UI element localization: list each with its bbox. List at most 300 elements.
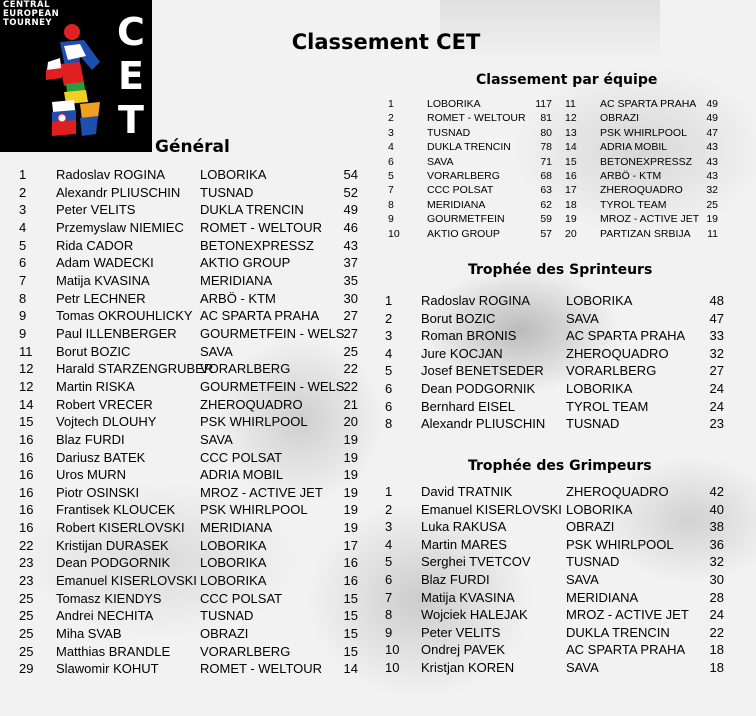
table-row bbox=[0, 219, 370, 237]
rank-cell: 10 bbox=[385, 642, 400, 658]
rider-name-cell: Robert KISERLOVSKI bbox=[56, 520, 185, 536]
table-row bbox=[380, 169, 720, 183]
points-cell: 15 bbox=[343, 590, 358, 606]
team-name-cell: PSK WHIRLPOOL bbox=[200, 414, 308, 430]
points-cell: 42 bbox=[709, 484, 724, 499]
team-name-cell: SAVA bbox=[566, 310, 599, 326]
rider-name-cell: Luka RAKUSA bbox=[421, 519, 507, 535]
logo-letter: E bbox=[118, 54, 144, 98]
table-row bbox=[0, 519, 370, 537]
rider-name-cell: Radoslav ROGINA bbox=[56, 167, 166, 182]
points-cell: 24 bbox=[709, 398, 724, 414]
team-name-cell: VORARLBERG bbox=[427, 169, 500, 182]
points-cell: 37 bbox=[343, 255, 358, 271]
rank-cell: 10 bbox=[385, 659, 400, 675]
rider-name-cell: Dean PODGORNIK bbox=[421, 380, 536, 396]
team-name-cell: ZHEROQUADRO bbox=[566, 484, 669, 499]
table-row bbox=[0, 554, 370, 572]
points-cell: 32 bbox=[709, 345, 724, 361]
points-cell: 19 bbox=[343, 520, 358, 536]
team-name-cell: TYROL TEAM bbox=[566, 398, 649, 414]
rank-cell: 29 bbox=[19, 661, 34, 677]
table-row bbox=[0, 237, 370, 255]
rank-cell: 9 bbox=[385, 624, 393, 640]
points-cell: 62 bbox=[540, 198, 552, 211]
table-row bbox=[380, 571, 730, 589]
table-row bbox=[380, 227, 720, 241]
team-name-cell: LOBORIKA bbox=[566, 293, 633, 308]
rank-cell: 8 bbox=[385, 607, 393, 623]
rank-cell: 12 bbox=[565, 112, 577, 125]
team-name-cell: PARTIZAN SRBIJA bbox=[600, 227, 691, 240]
points-cell: 19 bbox=[343, 467, 358, 483]
team-name-cell: BETONEXPRESSZ bbox=[200, 237, 314, 253]
team-name-cell: ZHEROQUADRO bbox=[600, 184, 683, 197]
rank-cell: 15 bbox=[565, 155, 577, 168]
points-cell: 49 bbox=[706, 112, 718, 125]
rider-name-cell: Borut BOZIC bbox=[56, 343, 131, 359]
rider-name-cell: Piotr OSINSKI bbox=[56, 484, 140, 500]
logo-line: TOURNEY bbox=[3, 18, 53, 28]
rider-name-cell: Dean PODGORNIK bbox=[56, 555, 171, 571]
team-name-cell: CCC POLSAT bbox=[200, 449, 283, 465]
points-cell: 78 bbox=[540, 141, 552, 154]
team-name-cell: ZHEROQUADRO bbox=[566, 345, 669, 361]
general-heading: Général bbox=[155, 137, 230, 157]
points-cell: 14 bbox=[343, 661, 358, 677]
team-name-cell: MROZ - ACTIVE JET bbox=[566, 607, 689, 623]
team-name-cell: DUKLA TRENCIN bbox=[566, 624, 670, 640]
team-name-cell: MROZ - ACTIVE JET bbox=[200, 484, 323, 500]
table-row bbox=[0, 607, 370, 625]
team-name-cell: MROZ - ACTIVE JET bbox=[600, 213, 700, 226]
points-cell: 11 bbox=[707, 227, 718, 240]
points-cell: 43 bbox=[706, 155, 718, 168]
rider-name-cell: Kristjan KOREN bbox=[421, 659, 515, 675]
table-row bbox=[0, 201, 370, 219]
team-name-cell: MERIDIANA bbox=[427, 198, 486, 211]
table-row bbox=[380, 398, 730, 416]
team-name-cell: PSK WHIRLPOOL bbox=[566, 536, 674, 552]
points-cell: 21 bbox=[343, 396, 358, 412]
team-name-cell: OBRAZI bbox=[600, 112, 640, 125]
points-cell: 27 bbox=[343, 325, 358, 341]
team-name-cell: AC SPARTA PRAHA bbox=[566, 642, 686, 658]
table-row bbox=[0, 166, 370, 184]
rider-name-cell: Kristijan DURASEK bbox=[56, 537, 169, 553]
rank-cell: 1 bbox=[385, 293, 393, 308]
rank-cell: 25 bbox=[19, 626, 34, 642]
rider-name-cell: Harald STARZENGRUBER bbox=[56, 361, 214, 377]
general-standings-table bbox=[0, 166, 370, 678]
team-name-cell: ADRIA MOBIL bbox=[600, 141, 668, 154]
table-row bbox=[380, 198, 720, 212]
points-cell: 27 bbox=[343, 308, 358, 324]
team-name-cell: SAVA bbox=[200, 431, 233, 447]
rank-cell: 1 bbox=[385, 484, 393, 499]
table-row bbox=[380, 606, 730, 624]
points-cell: 43 bbox=[706, 141, 718, 154]
team-name-cell: OBRAZI bbox=[200, 626, 249, 642]
team-name-cell: DUKLA TRENCIN bbox=[427, 141, 511, 154]
rank-cell: 1 bbox=[19, 167, 27, 182]
team-name-cell: SAVA bbox=[566, 659, 599, 675]
table-row bbox=[380, 310, 730, 328]
rank-cell: 3 bbox=[385, 328, 393, 344]
rank-cell: 6 bbox=[385, 571, 393, 587]
table-row bbox=[380, 641, 730, 659]
page-title: Classement CET bbox=[291, 30, 481, 54]
table-row bbox=[0, 413, 370, 431]
points-cell: 24 bbox=[709, 607, 724, 623]
rank-cell: 23 bbox=[19, 573, 34, 589]
points-cell: 117 bbox=[535, 98, 552, 110]
table-row bbox=[0, 290, 370, 308]
team-name-cell: TYROL TEAM bbox=[600, 198, 667, 211]
rank-cell: 7 bbox=[388, 184, 394, 197]
team-name-cell: LOBORIKA bbox=[566, 501, 633, 517]
rider-name-cell: Matija KVASINA bbox=[56, 272, 150, 288]
points-cell: 30 bbox=[343, 290, 358, 306]
table-row bbox=[380, 327, 730, 345]
cet-logo bbox=[0, 0, 152, 152]
team-name-cell: PSK WHIRLPOOL bbox=[600, 126, 687, 139]
rank-cell: 6 bbox=[385, 398, 393, 414]
points-cell: 16 bbox=[343, 573, 358, 589]
rank-cell: 3 bbox=[385, 519, 393, 535]
points-cell: 49 bbox=[343, 202, 358, 218]
rank-cell: 7 bbox=[385, 589, 393, 605]
rank-cell: 16 bbox=[19, 502, 34, 518]
team-name-cell: DUKLA TRENCIN bbox=[200, 202, 304, 218]
rank-cell: 9 bbox=[388, 213, 394, 226]
table-row bbox=[0, 307, 370, 325]
rider-name-cell: Petr LECHNER bbox=[56, 290, 146, 306]
rider-name-cell: Bernhard EISEL bbox=[421, 398, 515, 414]
rank-cell: 4 bbox=[385, 536, 393, 552]
rider-name-cell: Peter VELITS bbox=[56, 202, 136, 218]
logo-line: CENTRAL bbox=[3, 0, 50, 10]
rank-cell: 17 bbox=[565, 184, 577, 197]
rider-name-cell: Slawomir KOHUT bbox=[56, 661, 159, 677]
table-row bbox=[380, 380, 730, 398]
team-name-cell: LOBORIKA bbox=[200, 555, 267, 571]
table-row bbox=[0, 590, 370, 608]
rank-cell: 11 bbox=[565, 98, 576, 110]
sprint-heading: Trophée des Sprinteurs bbox=[468, 262, 653, 278]
climb-standings-table bbox=[380, 483, 730, 677]
team-name-cell: PSK WHIRLPOOL bbox=[200, 502, 308, 518]
table-row bbox=[0, 184, 370, 202]
rank-cell: 19 bbox=[565, 213, 577, 226]
points-cell: 17 bbox=[343, 537, 358, 553]
points-cell: 22 bbox=[343, 361, 358, 377]
team-name-cell: VORARLBERG bbox=[566, 363, 657, 379]
team-name-cell: GOURMETFEIN bbox=[427, 213, 505, 226]
rank-cell: 16 bbox=[19, 431, 34, 447]
points-cell: 40 bbox=[709, 501, 724, 517]
rider-name-cell: Matthias BRANDLE bbox=[56, 643, 171, 659]
team-name-cell: MERIDIANA bbox=[566, 589, 639, 605]
rider-name-cell: Emanuel KISERLOVSKI bbox=[56, 573, 197, 589]
team-name-cell: SAVA bbox=[200, 343, 233, 359]
rider-name-cell: David TRATNIK bbox=[421, 484, 513, 499]
rider-name-cell: Robert VRECER bbox=[56, 396, 153, 412]
team-name-cell: LOBORIKA bbox=[427, 98, 481, 110]
rank-cell: 15 bbox=[19, 414, 34, 430]
points-cell: 15 bbox=[343, 626, 358, 642]
rider-name-cell: Peter VELITS bbox=[421, 624, 501, 640]
team-standings-table bbox=[380, 97, 720, 241]
rank-cell: 22 bbox=[19, 537, 34, 553]
team-name-cell: GOURMETFEIN - WELS bbox=[200, 378, 345, 394]
team-name-cell: TUSNAD bbox=[200, 184, 254, 200]
rider-name-cell: Uros MURN bbox=[56, 467, 127, 483]
team-name-cell: MERIDIANA bbox=[200, 272, 273, 288]
rank-cell: 10 bbox=[388, 227, 400, 240]
logo-letter: C bbox=[117, 10, 145, 54]
team-name-cell: CCC POLSAT bbox=[200, 590, 283, 606]
points-cell: 43 bbox=[706, 169, 718, 182]
rank-cell: 23 bbox=[19, 555, 34, 571]
rank-cell: 2 bbox=[388, 112, 394, 125]
table-row bbox=[0, 625, 370, 643]
rider-name-cell: Alexandr PLIUSCHIN bbox=[56, 184, 181, 200]
rank-cell: 2 bbox=[385, 501, 393, 517]
table-row bbox=[0, 325, 370, 343]
team-name-cell: LOBORIKA bbox=[200, 573, 267, 589]
rank-cell: 5 bbox=[385, 554, 393, 570]
team-name-cell: VORARLBERG bbox=[200, 361, 291, 377]
team-name-cell: ARBÖ - KTM bbox=[200, 290, 276, 306]
points-cell: 48 bbox=[709, 293, 724, 308]
rider-name-cell: Tomasz KIENDYS bbox=[56, 590, 162, 606]
team-name-cell: AKTIO GROUP bbox=[427, 227, 500, 240]
table-row bbox=[380, 212, 720, 226]
table-row bbox=[0, 396, 370, 414]
rank-cell: 4 bbox=[385, 345, 393, 361]
rider-name-cell: Alexandr PLIUSCHIN bbox=[421, 416, 546, 432]
team-name-cell: AC SPARTA PRAHA bbox=[200, 308, 320, 324]
rider-name-cell: Martin RISKA bbox=[56, 378, 135, 394]
table-row bbox=[0, 572, 370, 590]
team-name-cell: GOURMETFEIN - WELS bbox=[200, 325, 345, 341]
points-cell: 81 bbox=[540, 112, 552, 125]
rank-cell: 9 bbox=[19, 308, 27, 324]
rider-name-cell: Jure KOCJAN bbox=[421, 345, 503, 361]
table-row bbox=[380, 140, 720, 154]
table-row bbox=[380, 97, 720, 111]
rank-cell: 8 bbox=[385, 416, 393, 432]
team-name-cell: SAVA bbox=[427, 155, 454, 168]
table-row bbox=[0, 449, 370, 467]
rank-cell: 5 bbox=[19, 237, 27, 253]
rider-name-cell: Miha SVAB bbox=[56, 626, 122, 642]
team-name-cell: TUSNAD bbox=[566, 554, 620, 570]
points-cell: 19 bbox=[343, 431, 358, 447]
table-row bbox=[0, 643, 370, 661]
rank-cell: 16 bbox=[565, 169, 577, 182]
rank-cell: 1 bbox=[388, 98, 394, 110]
team-name-cell: ROMET - WELTOUR bbox=[200, 661, 323, 677]
rider-name-cell: Dariusz BATEK bbox=[56, 449, 146, 465]
points-cell: 19 bbox=[343, 502, 358, 518]
points-cell: 49 bbox=[706, 98, 718, 110]
table-row bbox=[0, 360, 370, 378]
points-cell: 27 bbox=[709, 363, 724, 379]
team-name-cell: VORARLBERG bbox=[200, 643, 291, 659]
points-cell: 33 bbox=[709, 328, 724, 344]
logo-line: EUROPEAN bbox=[3, 9, 60, 19]
points-cell: 16 bbox=[343, 555, 358, 571]
rank-cell: 5 bbox=[388, 169, 394, 182]
table-row bbox=[380, 111, 720, 125]
points-cell: 32 bbox=[709, 554, 724, 570]
table-row bbox=[0, 466, 370, 484]
rider-name-cell: Rida CADOR bbox=[56, 237, 134, 253]
rider-name-cell: Blaz FURDI bbox=[421, 571, 490, 587]
points-cell: 71 bbox=[540, 155, 552, 168]
team-name-cell: ROMET - WELTOUR bbox=[200, 219, 323, 235]
points-cell: 46 bbox=[343, 219, 358, 235]
rank-cell: 6 bbox=[388, 155, 394, 168]
team-name-cell: OBRAZI bbox=[566, 519, 615, 535]
team-name-cell: LOBORIKA bbox=[566, 380, 633, 396]
table-row bbox=[0, 484, 370, 502]
rank-cell: 18 bbox=[565, 198, 577, 211]
points-cell: 38 bbox=[709, 519, 724, 535]
team-name-cell: MERIDIANA bbox=[200, 520, 273, 536]
points-cell: 18 bbox=[709, 659, 724, 675]
team-name-cell: ARBÖ - KTM bbox=[600, 169, 662, 182]
rank-cell: 4 bbox=[19, 219, 27, 235]
rider-name-cell: Adam WADECKI bbox=[56, 255, 154, 271]
points-cell: 28 bbox=[709, 589, 724, 605]
points-cell: 63 bbox=[540, 184, 552, 197]
points-cell: 22 bbox=[709, 624, 724, 640]
rider-name-cell: Frantisek KLOUCEK bbox=[56, 502, 176, 518]
table-row bbox=[380, 501, 730, 519]
rider-name-cell: Borut BOZIC bbox=[421, 310, 496, 326]
rank-cell: 8 bbox=[388, 198, 394, 211]
points-cell: 47 bbox=[709, 310, 724, 326]
team-heading: Classement par équipe bbox=[476, 72, 658, 88]
climb-heading: Trophée des Grimpeurs bbox=[468, 458, 652, 474]
rank-cell: 20 bbox=[565, 227, 577, 240]
points-cell: 19 bbox=[343, 484, 358, 500]
team-name-cell: TUSNAD bbox=[427, 126, 471, 139]
rider-name-cell: Blaz FURDI bbox=[56, 431, 125, 447]
rank-cell: 8 bbox=[19, 290, 27, 306]
team-name-cell: LOBORIKA bbox=[200, 167, 267, 182]
points-cell: 35 bbox=[343, 272, 358, 288]
points-cell: 80 bbox=[540, 126, 552, 139]
table-row bbox=[0, 501, 370, 519]
points-cell: 57 bbox=[540, 227, 552, 240]
points-cell: 59 bbox=[540, 213, 552, 226]
table-row bbox=[380, 518, 730, 536]
rank-cell: 4 bbox=[388, 141, 394, 154]
team-name-cell: ROMET - WELTOUR bbox=[427, 112, 526, 125]
points-cell: 36 bbox=[709, 536, 724, 552]
rank-cell: 2 bbox=[385, 310, 393, 326]
rider-name-cell: Roman BRONIS bbox=[421, 328, 517, 344]
team-name-cell: BETONEXPRESSZ bbox=[600, 155, 692, 168]
points-cell: 25 bbox=[706, 198, 718, 211]
team-name-cell: TUSNAD bbox=[200, 608, 254, 624]
points-cell: 68 bbox=[540, 169, 552, 182]
table-row bbox=[380, 345, 730, 363]
table-row bbox=[380, 292, 730, 310]
points-cell: 30 bbox=[709, 571, 724, 587]
rank-cell: 3 bbox=[388, 126, 394, 139]
table-row bbox=[380, 126, 720, 140]
table-row bbox=[380, 624, 730, 642]
rank-cell: 16 bbox=[19, 449, 34, 465]
rank-cell: 11 bbox=[19, 343, 33, 359]
points-cell: 15 bbox=[343, 643, 358, 659]
table-row bbox=[380, 659, 730, 677]
points-cell: 18 bbox=[709, 642, 724, 658]
table-row bbox=[0, 272, 370, 290]
rider-name-cell: Matija KVASINA bbox=[421, 589, 515, 605]
points-cell: 25 bbox=[343, 343, 358, 359]
rank-cell: 6 bbox=[19, 255, 27, 271]
table-row bbox=[0, 660, 370, 678]
table-row bbox=[0, 378, 370, 396]
team-name-cell: AC SPARTA PRAHA bbox=[566, 328, 686, 344]
rider-name-cell: Andrei NECHITA bbox=[56, 608, 154, 624]
table-row bbox=[0, 431, 370, 449]
logo-letter: T bbox=[118, 98, 144, 142]
points-cell: 24 bbox=[709, 380, 724, 396]
rank-cell: 25 bbox=[19, 643, 34, 659]
team-name-cell: LOBORIKA bbox=[200, 537, 267, 553]
points-cell: 52 bbox=[343, 184, 358, 200]
rank-cell: 13 bbox=[565, 126, 577, 139]
rank-cell: 14 bbox=[565, 141, 577, 154]
points-cell: 47 bbox=[706, 126, 718, 139]
table-row bbox=[380, 415, 730, 433]
table-row bbox=[380, 362, 730, 380]
table-row bbox=[0, 254, 370, 272]
rank-cell: 2 bbox=[19, 184, 27, 200]
rank-cell: 9 bbox=[19, 325, 27, 341]
points-cell: 15 bbox=[343, 608, 358, 624]
table-row bbox=[0, 537, 370, 555]
rank-cell: 3 bbox=[19, 202, 27, 218]
team-name-cell: SAVA bbox=[566, 571, 599, 587]
points-cell: 54 bbox=[343, 167, 358, 182]
rider-name-cell: Martin MARES bbox=[421, 536, 507, 552]
rider-name-cell: Radoslav ROGINA bbox=[421, 293, 531, 308]
points-cell: 32 bbox=[706, 184, 718, 197]
rank-cell: 6 bbox=[385, 380, 393, 396]
table-row bbox=[380, 536, 730, 554]
rank-cell: 16 bbox=[19, 484, 34, 500]
team-name-cell: TUSNAD bbox=[566, 416, 620, 432]
table-row bbox=[380, 483, 730, 501]
rider-name-cell: Josef BENETSEDER bbox=[421, 363, 544, 379]
rider-name-cell: Emanuel KISERLOVSKI bbox=[421, 501, 562, 517]
rank-cell: 7 bbox=[19, 272, 27, 288]
rank-cell: 16 bbox=[19, 467, 34, 483]
rank-cell: 5 bbox=[385, 363, 393, 379]
rank-cell: 25 bbox=[19, 590, 34, 606]
team-name-cell: ADRIA MOBIL bbox=[200, 467, 284, 483]
rider-name-cell: Ondrej PAVEK bbox=[421, 642, 506, 658]
rider-name-cell: Serghei TVETCOV bbox=[421, 554, 531, 570]
